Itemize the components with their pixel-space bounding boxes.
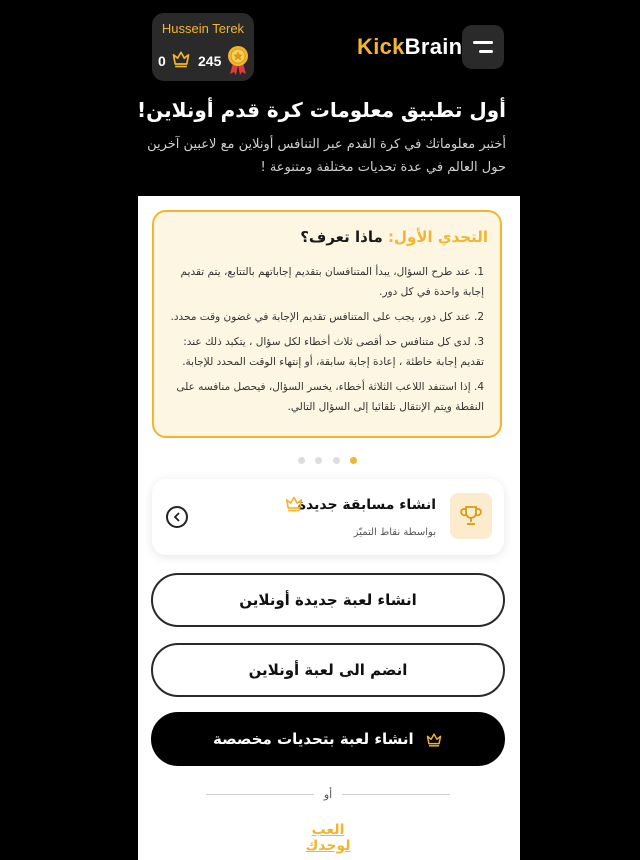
trophy-badge: [450, 493, 492, 539]
carousel-dot-active[interactable]: [350, 457, 357, 464]
divider-left: [206, 794, 314, 795]
challenge-title: [300, 228, 488, 246]
create-competition-card[interactable]: [152, 479, 504, 555]
chevron-left-icon[interactable]: [166, 506, 188, 528]
or-separator: أو: [323, 788, 333, 801]
user-profile-card[interactable]: [152, 13, 254, 81]
hero-subtitle: أختبر معلوماتك في كرة القدم عبر التنافس أونلاين مع لاعبين آخرين حول العالم في عدة تحديات مختلفة ومتنوعة !: [147, 137, 506, 175]
hero-title: أول تطبيق معلومات كرة قدم أونلاين!: [137, 98, 506, 122]
rule-item: 4. إذا استنفد اللاعب الثلاثة أخطاء، يخسر السؤال، فيحصل منافسه على النقطة ويتم الإنتقال تلقائيا إلى السؤال التالي.: [176, 381, 484, 413]
competition-subtitle: بواسطة نقاط التميّز: [353, 527, 436, 538]
custom-challenges-label: انشاء لعبة بتحديات مخصصة: [213, 730, 414, 748]
crowns-count: 0: [158, 53, 166, 69]
divider-right: [342, 794, 450, 795]
rule-item: 1. عند طرح السؤال، يبدأ المتنافسان بتقديم إجاباتهم بالتتابع، يتم تقديم إجابة واحدة في كل دور.: [180, 266, 484, 298]
custom-challenges-button[interactable]: [151, 712, 505, 766]
app-logo: [357, 34, 462, 60]
challenge-label: التحدي الأول:: [388, 228, 488, 246]
rule-item: 3. لدى كل متنافس حد أقصى ثلاث أخطاء لكل سؤال ، يتكبد ذلك عند: تقديم إجابة خاطئة ، إعادة إجابة سابقة، أو إنتهاء الوقت المحدد للإجابة.: [182, 336, 484, 368]
menu-icon-bar-top: [473, 41, 493, 44]
competition-title: انشاء مسابقة جديدة: [297, 497, 436, 513]
rule-item: 2. عند كل دور، يجب على المتنافس تقديم الإجابة في غضون وقت محدد.: [170, 311, 484, 323]
rules-list: [168, 262, 484, 422]
menu-icon-bar-bottom: [479, 50, 493, 53]
create-online-game-button[interactable]: انشاء لعبة جديدة أونلاين: [151, 573, 505, 627]
carousel-dot[interactable]: [333, 457, 340, 464]
join-online-game-button[interactable]: انضم الى لعبة أونلاين: [151, 643, 505, 697]
crown-icon: [284, 495, 304, 513]
menu-button[interactable]: [462, 25, 504, 69]
crown-icon: [425, 732, 443, 748]
play-solo-link[interactable]: العب لوحدك: [305, 822, 351, 854]
user-name: Hussein Terek: [161, 21, 245, 36]
coins-count: 245: [198, 53, 222, 69]
crown-icon: [171, 49, 191, 69]
logo-part-brain: Brain: [404, 34, 463, 59]
challenge-name: ماذا تعرف؟: [300, 228, 383, 246]
challenge-rules-card[interactable]: [152, 210, 502, 438]
logo-part-kick: Kick: [357, 34, 405, 59]
trophy-icon: [459, 504, 483, 528]
carousel-dot[interactable]: [315, 457, 322, 464]
medal-icon: [226, 45, 250, 75]
carousel-dot[interactable]: [298, 457, 305, 464]
